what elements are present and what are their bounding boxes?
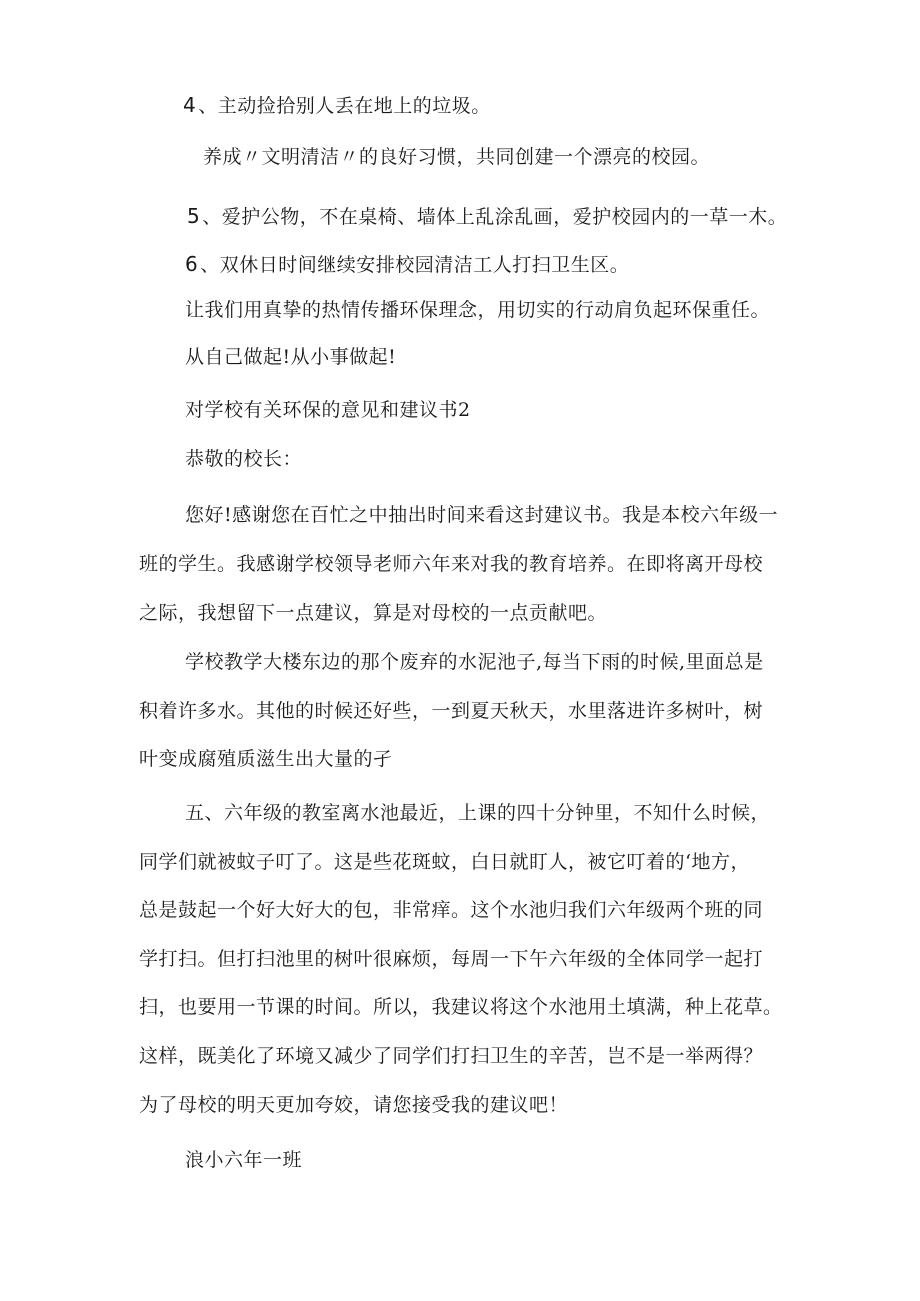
habit-line: 养成〃文明清洁〃的良好习惯，共同创建一个漂亮的校园。 — [203, 146, 711, 168]
paragraph-3-line-3: 总是鼓起一个好大好大的包，非常痒。这个水池归我们六年级两个班的同 — [139, 899, 764, 921]
paragraph-2-line-3: 叶变成腐殖质滋生出大量的孑 — [139, 748, 393, 770]
list-item-4 — [183, 92, 491, 119]
paragraph-1-line-3: 之际，我想留下一点建议，算是对母校的一点贡献吧。 — [139, 602, 608, 624]
list-number: 6 — [185, 252, 199, 276]
paragraph-2-line-2: 积着许多水。其他的时候还好些，一到夏天秋天，水里落进许多树叶，树 — [139, 700, 764, 722]
letter-title: 对学校有关环保的意见和建议书2 — [185, 399, 471, 421]
paragraph-1-line-1: 您好!感谢您在百忙之中抽出时间来看这封建议书。我是本校六年级一 — [185, 504, 779, 526]
paragraph-3-line-2: 同学们就被蚊子叮了。这是些花斑蚊，白日就盯人，被它叮着的‘地方， — [139, 851, 751, 873]
list-item-6 — [185, 251, 629, 278]
list-number: 5 — [187, 204, 201, 228]
signature: 浪小六年一班 — [185, 1149, 303, 1171]
closing-line-1: 让我们用真挚的热情传播环保理念，用切实的行动肩负起环保重任。 — [185, 299, 771, 321]
list-item-5 — [187, 203, 787, 230]
list-item-text: 、主动捡拾别人丢在地上的垃圾。 — [198, 95, 491, 117]
paragraph-3-line-7: 为了母校的明天更加夸姣，请您接受我的建议吧！ — [139, 1094, 569, 1116]
list-item-text: 、爱护公物，不在桌椅、墙体上乱涂乱画，爱护校园内的一草一木。 — [202, 206, 788, 228]
paragraph-3-line-4: 学打扫。但打扫池里的树叶很麻烦，每周一下午六年级的全体同学一起打 — [139, 948, 764, 970]
closing-line-2: 从自己做起!从小事做起! — [185, 346, 397, 368]
paragraph-3-line-6: 这样，既美化了环境又减少了同学们打扫卫生的辛苦，岂不是一举两得？ — [139, 1045, 764, 1067]
list-number: 4 — [183, 93, 197, 117]
salutation: 恭敬的校长： — [185, 448, 303, 470]
paragraph-3-line-1: 五、六年级的教室离水池最近，上课的四十分钟里，不知什么时候， — [185, 802, 771, 824]
paragraph-2-line-1: 学校教学大楼东边的那个废弃的水泥池子,每当下雨的时候,里面总是 — [185, 651, 764, 673]
paragraph-3-line-5: 扫，也要用一节课的时间。所以，我建议将这个水池用土填满，种上花草。 — [139, 996, 783, 1018]
list-item-text: 、双休日时间继续安排校园清洁工人打扫卫生区。 — [200, 254, 630, 276]
paragraph-1-line-2: 班的学生。我感谢学校领导老师六年来对我的教育培养。在即将离开母校 — [139, 553, 764, 575]
